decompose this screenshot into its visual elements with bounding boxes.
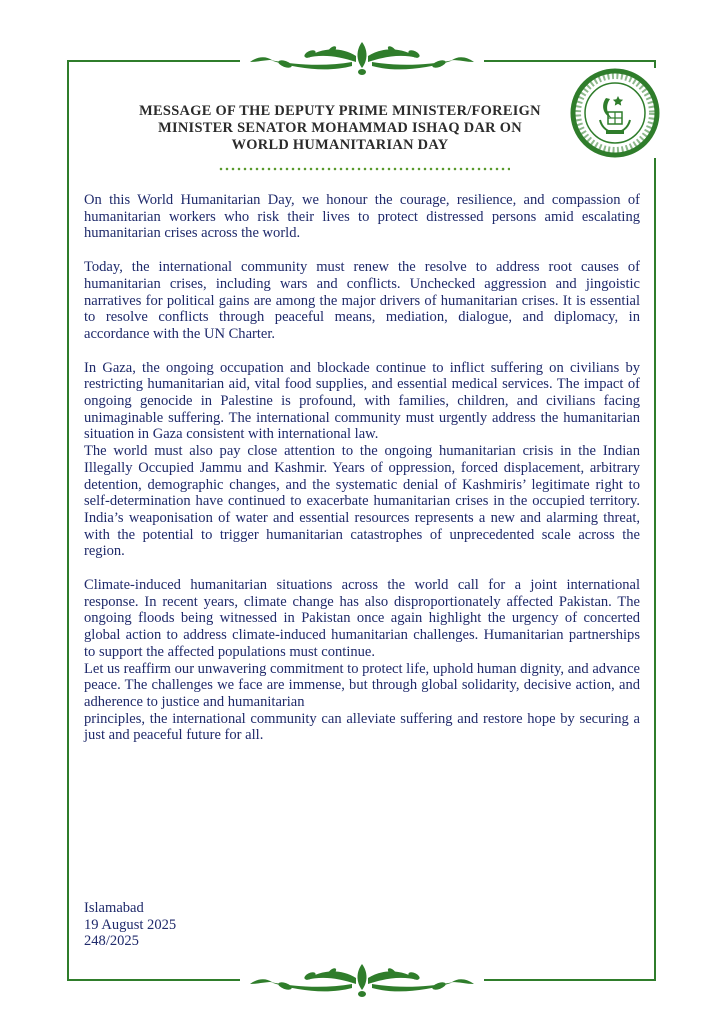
floral-ornament-top <box>240 38 484 78</box>
paragraph-world-humanitarian-day: On this World Humanitarian Day, we honour the courage, resilience, and compassion of humanitarian workers who risk their lives to protect distressed persons amid escalating humanitarian crises across the world. <box>84 192 640 242</box>
closing-reference: 248/2025 <box>84 933 139 950</box>
paragraph-kashmir: The world must also pay close attention to the ongoing humanitarian crisis in the Indian Illegally Occupied Jammu and Kashmir. Years of oppression, forced displacement, arbitrary detention, demographic changes, and the systematic denial of Kashmiris’ legitimate right to self-determination have continued to exacerbate humanitarian crises in the occupied territory. India’s weaponisation of water and essential resources represents a new and alarming threat, with the potential to trigger humanitarian catastrophes of unprecedented scale across the region. <box>84 443 640 560</box>
closing-date: 19 August 2025 <box>84 916 177 933</box>
paragraph-principles: principles, the international community can alleviate suffering and restore hope by securing a just and peaceful future for all. <box>84 710 640 744</box>
paragraph-climate: Climate-induced humanitarian situations across the world call for a joint international response. In recent years, climate change has also disproportionately affected Pakistan. The ongoing floods being witnessed in Pakistan once again highlight the urgency of concerted global action to address climate-induced humanitarian challenges. Humanitarian partnerships to support the affected populations must continue. <box>84 577 640 660</box>
floral-ornament-bottom <box>240 960 484 1000</box>
document-heading <box>100 103 580 154</box>
closing-place: Islamabad <box>84 900 144 916</box>
paragraph-gaza: In Gaza, the ongoing occupation and blockade continue to inflict suffering on civilians by restricting humanitarian aid, vital food supplies, and essential medical services. The impact of ongoing genocide in Palestine is profound, with families, children, and civilians facing unimaginable suffering. The international community must urgently address the humanitarian situation in Gaza consistent with international law. <box>84 359 640 443</box>
paragraph-root-causes: Today, the international community must renew the resolve to address root causes of humanitarian crises, including wars and conflicts. Unchecked aggression and jingoistic narratives for political gains are among the major drivers of humanitarian crises. It is essential to resolve conflicts through peaceful means, mediation, dialogue, and diplomacy, in accordance with the UN Charter. <box>84 259 640 342</box>
ministry-seal-logo <box>570 68 660 158</box>
heading-line-1: MESSAGE OF THE DEPUTY PRIME MINISTER/FOREIGN <box>139 103 541 119</box>
paragraph-commitment: Let us reaffirm our unwavering commitment to protect life, uphold human dignity, and advance peace. The challenges we face are immense, but through global solidarity, decisive action, and adherence to justice and humanitarian <box>84 660 640 710</box>
closing-block <box>84 900 176 950</box>
heading-line-2: MINISTER SENATOR MOHAMMAD ISHAQ DAR ON <box>158 120 522 136</box>
dotted-divider <box>218 167 510 171</box>
message-body <box>84 192 640 744</box>
heading-line-3: WORLD HUMANITARIAN DAY <box>231 137 449 153</box>
